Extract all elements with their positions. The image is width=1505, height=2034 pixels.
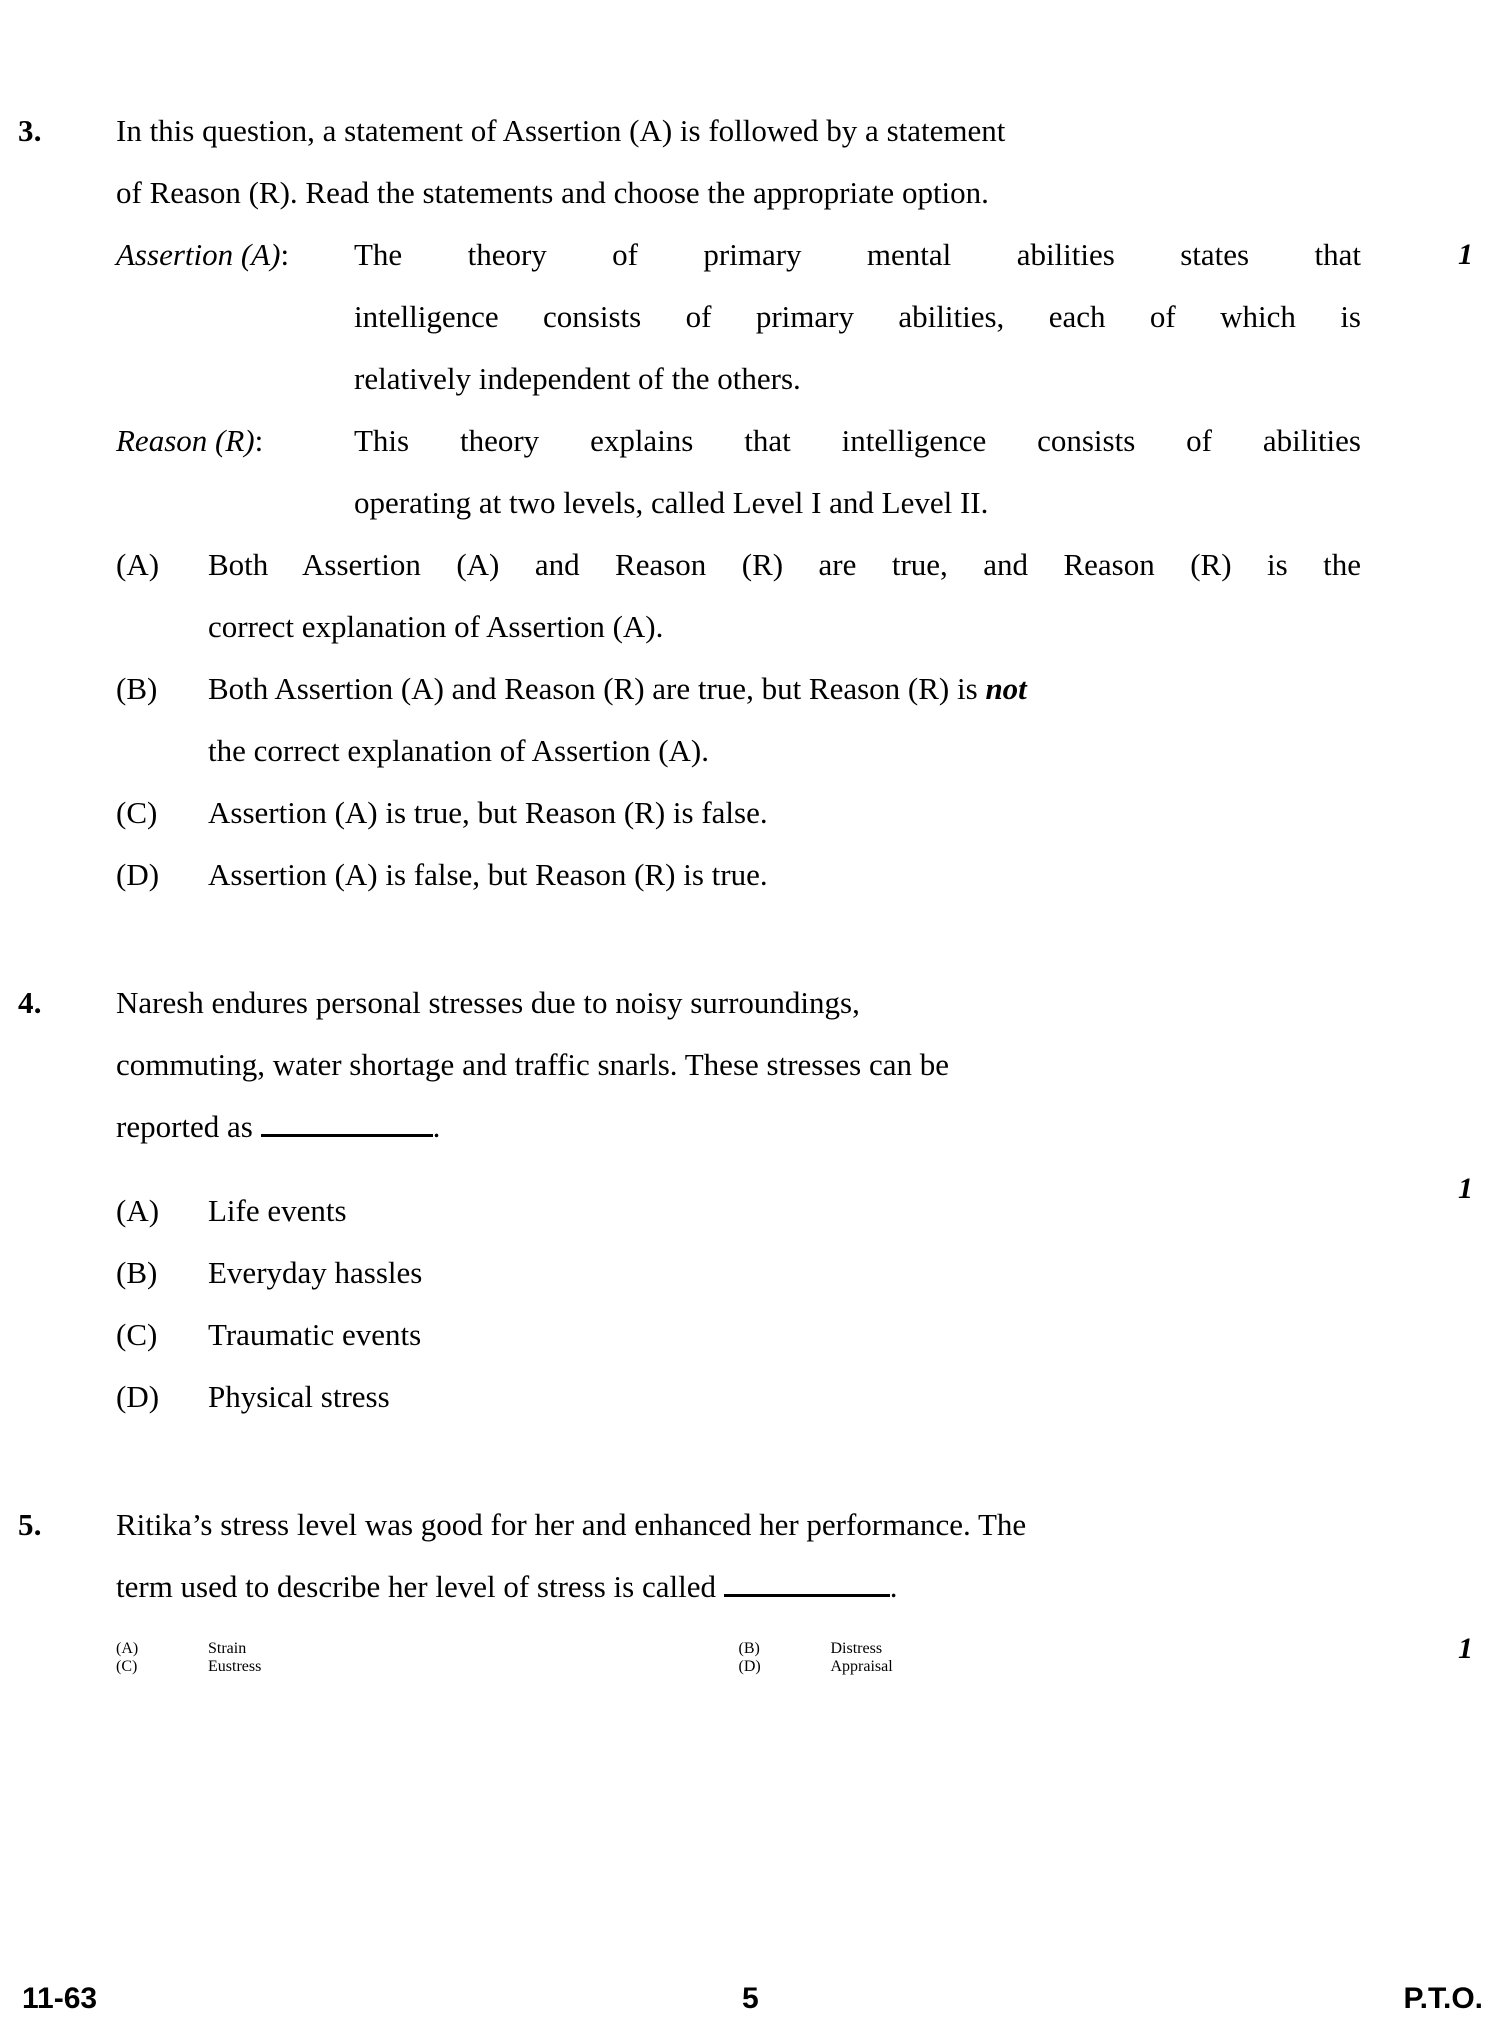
- spacer-q4-q5: [0, 1428, 1505, 1494]
- question-5-option-c[interactable]: [116, 1658, 739, 1676]
- question-4-option-d[interactable]: [116, 1366, 1481, 1428]
- question-3-option-b[interactable]: [116, 658, 1481, 782]
- assertion-colon: :: [280, 237, 290, 272]
- spacer-q3-q4: [0, 906, 1505, 972]
- question-3-marks: 1: [1458, 238, 1473, 271]
- question-5-option-b-key: (B): [738, 1640, 760, 1657]
- question-4-option-a-text: Life events: [208, 1193, 347, 1228]
- question-5-marks: 1: [1458, 1632, 1473, 1665]
- question-4: [0, 972, 1505, 1428]
- question-3-option-c-key: (C): [116, 795, 158, 830]
- question-5-stem-row: [0, 1494, 1505, 1676]
- footer-paper-code: 11-63: [22, 1982, 98, 2015]
- question-3-assertion-row-3: [116, 348, 1481, 410]
- question-3-stem-row: [0, 100, 1505, 906]
- question-4-body: [116, 972, 1481, 1428]
- question-3-option-b-line-1-pre: Both Assertion (A) and Reason (R) are true, but Reason (R) is: [208, 671, 986, 706]
- question-3-option-a-key: (A): [116, 547, 160, 582]
- question-4-option-c-text: Traumatic events: [208, 1317, 422, 1352]
- question-5-option-c-text: Eustress: [208, 1658, 262, 1675]
- question-3-reason-row-2: [116, 472, 1481, 534]
- question-4-option-d-key: (D): [116, 1379, 160, 1414]
- question-3-assertion-row-1: [116, 224, 1481, 286]
- question-5-option-a-text: Strain: [208, 1640, 247, 1657]
- footer-page-number: 5: [741, 1982, 759, 2015]
- question-3-option-a-line-1: Both Assertion (A) and Reason (R) are true, and Reason (R) is the: [208, 547, 1361, 582]
- question-4-option-a[interactable]: [116, 1180, 1481, 1242]
- question-3-assertion-line-1: The theory of primary mental abilities states that: [354, 237, 1361, 272]
- question-3-option-b-text: [208, 658, 1361, 782]
- question-5-option-c-key: (C): [116, 1658, 138, 1675]
- question-3-option-c-text: Assertion (A) is true, but Reason (R) is false.: [208, 795, 768, 830]
- question-3-number: 3.: [18, 113, 42, 148]
- question-3-body: [116, 100, 1481, 906]
- question-3-assertion-line-2: intelligence consists of primary abilities, each of which is: [354, 299, 1361, 334]
- question-5-body: [116, 1494, 1481, 1676]
- question-5-option-d[interactable]: [739, 1658, 1362, 1676]
- question-5-stem-line-2-post: .: [889, 1569, 898, 1604]
- question-3-option-a-line-2: correct explanation of Assertion (A).: [208, 609, 664, 644]
- question-4-option-c-key: (C): [116, 1317, 158, 1352]
- question-5-options-row-1: [116, 1640, 1481, 1658]
- footer-pto-label: P.T.O.: [1403, 1982, 1483, 2015]
- reason-label: [116, 410, 354, 472]
- question-5-option-d-key: (D): [738, 1658, 761, 1675]
- question-5-option-b-text: Distress: [830, 1640, 883, 1657]
- question-3-reason-line-1: This theory explains that intelligence consists of abilities: [354, 423, 1361, 458]
- question-3-option-b-line-1: [208, 658, 1361, 720]
- question-5-number: 5.: [18, 1507, 42, 1542]
- question-3-reason-row-1: [116, 410, 1481, 472]
- question-4-number: 4.: [18, 985, 42, 1020]
- question-5-option-b[interactable]: [739, 1640, 1362, 1658]
- question-4-option-a-key: (A): [116, 1193, 160, 1228]
- question-5-stem-line-1: Ritika’s stress level was good for her and enhanced her performance. The: [116, 1507, 1027, 1542]
- spacer-q4-options: [116, 1158, 1481, 1180]
- question-5-stem-line-2: [116, 1556, 1481, 1618]
- question-3-option-b-line-2: the correct explanation of Assertion (A).: [208, 733, 709, 768]
- question-3-stem-line-1: In this question, a statement of Assertion (A) is followed by a statement: [116, 113, 1006, 148]
- question-5-option-d-text: Appraisal: [830, 1658, 893, 1675]
- question-4-option-b[interactable]: [116, 1242, 1481, 1304]
- question-5: [0, 1494, 1505, 1676]
- question-3-assertion-row-2: [116, 286, 1481, 348]
- question-4-option-b-text: Everyday hassles: [208, 1255, 423, 1290]
- question-4-stem-row: [0, 972, 1505, 1428]
- question-4-stem-line-2: commuting, water shortage and traffic snarls. These stresses can be: [116, 1047, 950, 1082]
- question-3-option-a[interactable]: [116, 534, 1481, 658]
- question-3-option-b-key: (B): [116, 671, 158, 706]
- question-4-stem-line-3-post: .: [432, 1109, 441, 1144]
- question-5-option-a[interactable]: [116, 1640, 739, 1658]
- question-5-option-a-key: (A): [116, 1640, 139, 1657]
- question-5-options-row-2: [116, 1658, 1481, 1676]
- question-3-assertion-line-3: relatively independent of the others.: [354, 361, 801, 396]
- question-3-option-d-key: (D): [116, 857, 160, 892]
- reason-colon: :: [254, 423, 264, 458]
- question-4-stem-line-1: Naresh endures personal stresses due to noisy surroundings,: [116, 985, 860, 1020]
- question-4-marks: 1: [1458, 1172, 1473, 1205]
- question-4-stem-line-3-pre: reported as: [116, 1109, 261, 1144]
- question-4-answer-blank[interactable]: [261, 1108, 433, 1137]
- question-4-stem-line-3: [116, 1096, 1481, 1158]
- question-3-stem-line-2: of Reason (R). Read the statements and choose the appropriate option.: [116, 175, 989, 210]
- question-3-option-b-emphasis: not: [985, 671, 1027, 706]
- question-5-answer-blank[interactable]: [724, 1568, 890, 1597]
- question-3-option-c[interactable]: [116, 782, 1481, 844]
- spacer-q5-options: [116, 1618, 1481, 1640]
- question-3-option-d-text: Assertion (A) is false, but Reason (R) is true.: [208, 857, 768, 892]
- question-3-option-d[interactable]: [116, 844, 1481, 906]
- question-5-stem-line-2-pre: term used to describe her level of stress is called: [116, 1569, 724, 1604]
- page-footer: [0, 1982, 1505, 2016]
- question-3-reason-line-2: operating at two levels, called Level I and Level II.: [354, 485, 989, 520]
- assertion-label-text: Assertion (A): [116, 237, 281, 272]
- question-4-option-b-key: (B): [116, 1255, 158, 1290]
- question-4-option-d-text: Physical stress: [208, 1379, 390, 1414]
- assertion-label: [116, 224, 354, 286]
- question-3-option-a-text: [208, 534, 1361, 658]
- question-3: [0, 100, 1505, 906]
- reason-label-text: Reason (R): [116, 423, 255, 458]
- question-4-option-c[interactable]: [116, 1304, 1481, 1366]
